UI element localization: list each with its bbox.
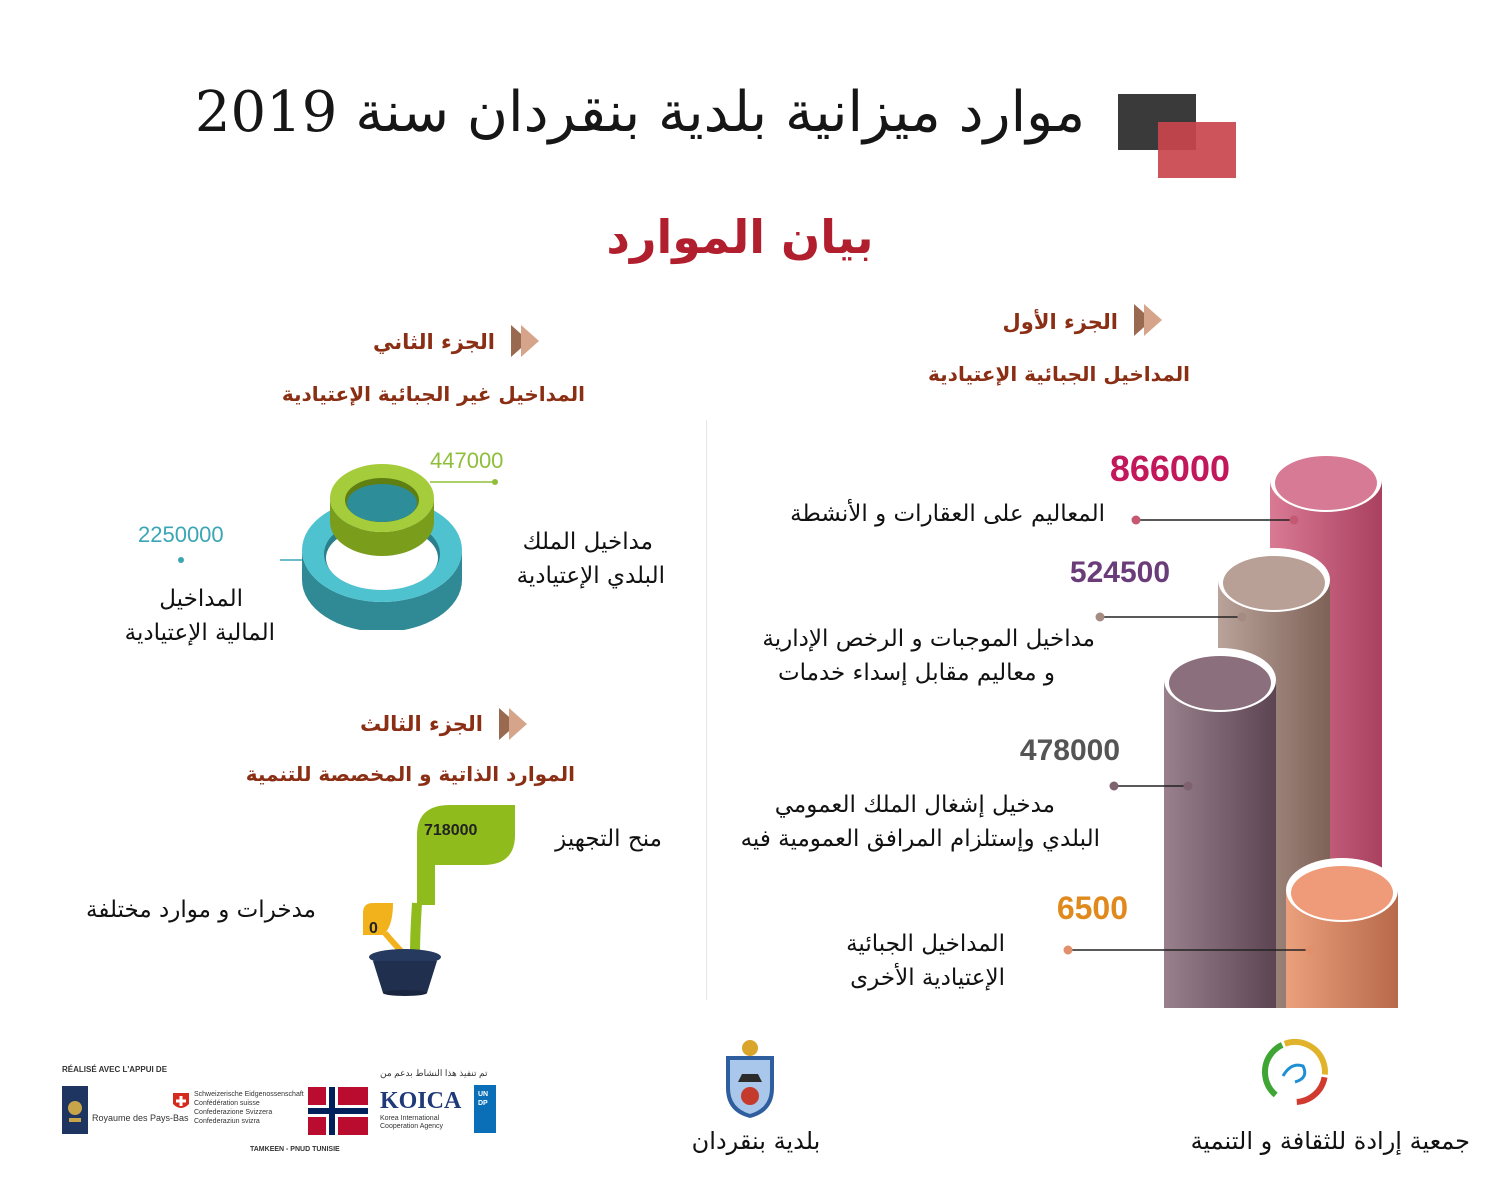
- value-label: 2250000: [138, 522, 224, 547]
- leader-dot: [1110, 782, 1119, 791]
- partners-bottom-caption: TAMKEEN - PNUD TUNISIE: [250, 1146, 340, 1153]
- value-label: 478000: [1019, 734, 1120, 767]
- municipality-crest-icon: [722, 1038, 778, 1120]
- leaf-bar: [417, 805, 515, 905]
- value-label: 6500: [1056, 890, 1128, 926]
- value-label: 524500: [1069, 556, 1170, 589]
- section-arrow-icon: [505, 323, 547, 359]
- koica-caption: Korea International Cooperation Agency: [380, 1115, 444, 1130]
- section-arrow-icon: [493, 706, 535, 742]
- category-label: المعاليم على العقارات و الأنشطة: [790, 501, 1105, 527]
- category-label: مدخرات و موارد مختلفة: [85, 897, 316, 923]
- association-logo-icon: [1255, 1032, 1335, 1116]
- leader-dot: [1290, 516, 1299, 525]
- swiss-flag-icon: [172, 1092, 190, 1112]
- category-label: منح التجهيز: [555, 826, 662, 852]
- netherlands-logo-icon: [62, 1086, 88, 1134]
- page-subtitle: بيان الموارد: [606, 210, 874, 264]
- category-label: المداخيل الجبائية الإعتيادية الأخرى: [846, 931, 1005, 991]
- category-label: المداخيل المالية الإعتيادية: [124, 586, 275, 646]
- part1-title: الجزء الأول: [1002, 310, 1118, 334]
- undp-logo-text: UNDP: [478, 1091, 489, 1107]
- norway-flag-icon: [308, 1087, 368, 1135]
- value-label: 447000: [430, 448, 504, 473]
- association-label: جمعية إرادة للثقافة و التنمية: [1190, 1127, 1470, 1155]
- leader-dot: [1184, 782, 1193, 791]
- part3-title: الجزء الثالث: [360, 712, 483, 736]
- category-label: مداخيل الموجبات و الرخص الإدارية و معاليم مقابل إسداء خدمات: [762, 626, 1095, 686]
- value-label: 0: [369, 920, 378, 937]
- partner-arabic-caption: تم تنفيذ هذا النشاط بدعم من: [380, 1068, 488, 1078]
- leader-dot: [1238, 613, 1247, 622]
- partner-nl-label: Royaume des Pays-Bas: [92, 1113, 189, 1123]
- value-label: 866000: [1109, 448, 1230, 489]
- municipality-label: بلدية بنقردان: [691, 1127, 821, 1155]
- part1-subtitle: المداخيل الجبائية الإعتيادية: [928, 362, 1190, 386]
- category-label: مدخيل إشغال الملك العمومي البلدي وإستلزام المرافق العمومية فيه: [740, 792, 1100, 852]
- leader-dot: [1096, 613, 1105, 622]
- section-arrow-icon: [1128, 302, 1170, 338]
- part2-subtitle: المداخيل غير الجبائية الإعتيادية: [281, 382, 585, 406]
- value-label: 718000: [424, 822, 478, 839]
- leaf-bar: [363, 903, 393, 935]
- page-title: موارد ميزانية بلدية بنقردان سنة 2019: [194, 80, 1086, 145]
- koica-logo: KOICA: [380, 1088, 462, 1114]
- cylinder-bar: [1286, 858, 1398, 1008]
- cylinder-bar: [1164, 648, 1276, 1008]
- partner-ch-label: Schweizerische Eidgenossenschaft Confédération suisse Confederazione Svizzera Confederaziun svizra: [194, 1091, 304, 1125]
- title-decoration-icon: [1110, 88, 1245, 183]
- leader-dot: [1306, 946, 1315, 955]
- part3-subtitle: الموارد الذاتية و المخصصة للتنمية: [245, 762, 575, 786]
- part2-title: الجزء الثاني: [372, 330, 495, 354]
- leader-dot: [178, 557, 184, 563]
- leader-dot: [1132, 516, 1141, 525]
- partners-caption: RÉALISÉ AVEC L'APPUI DE: [62, 1065, 168, 1074]
- category-label: مداخيل الملك البلدي الإعتيادية: [516, 529, 665, 589]
- leader-dot: [1064, 946, 1073, 955]
